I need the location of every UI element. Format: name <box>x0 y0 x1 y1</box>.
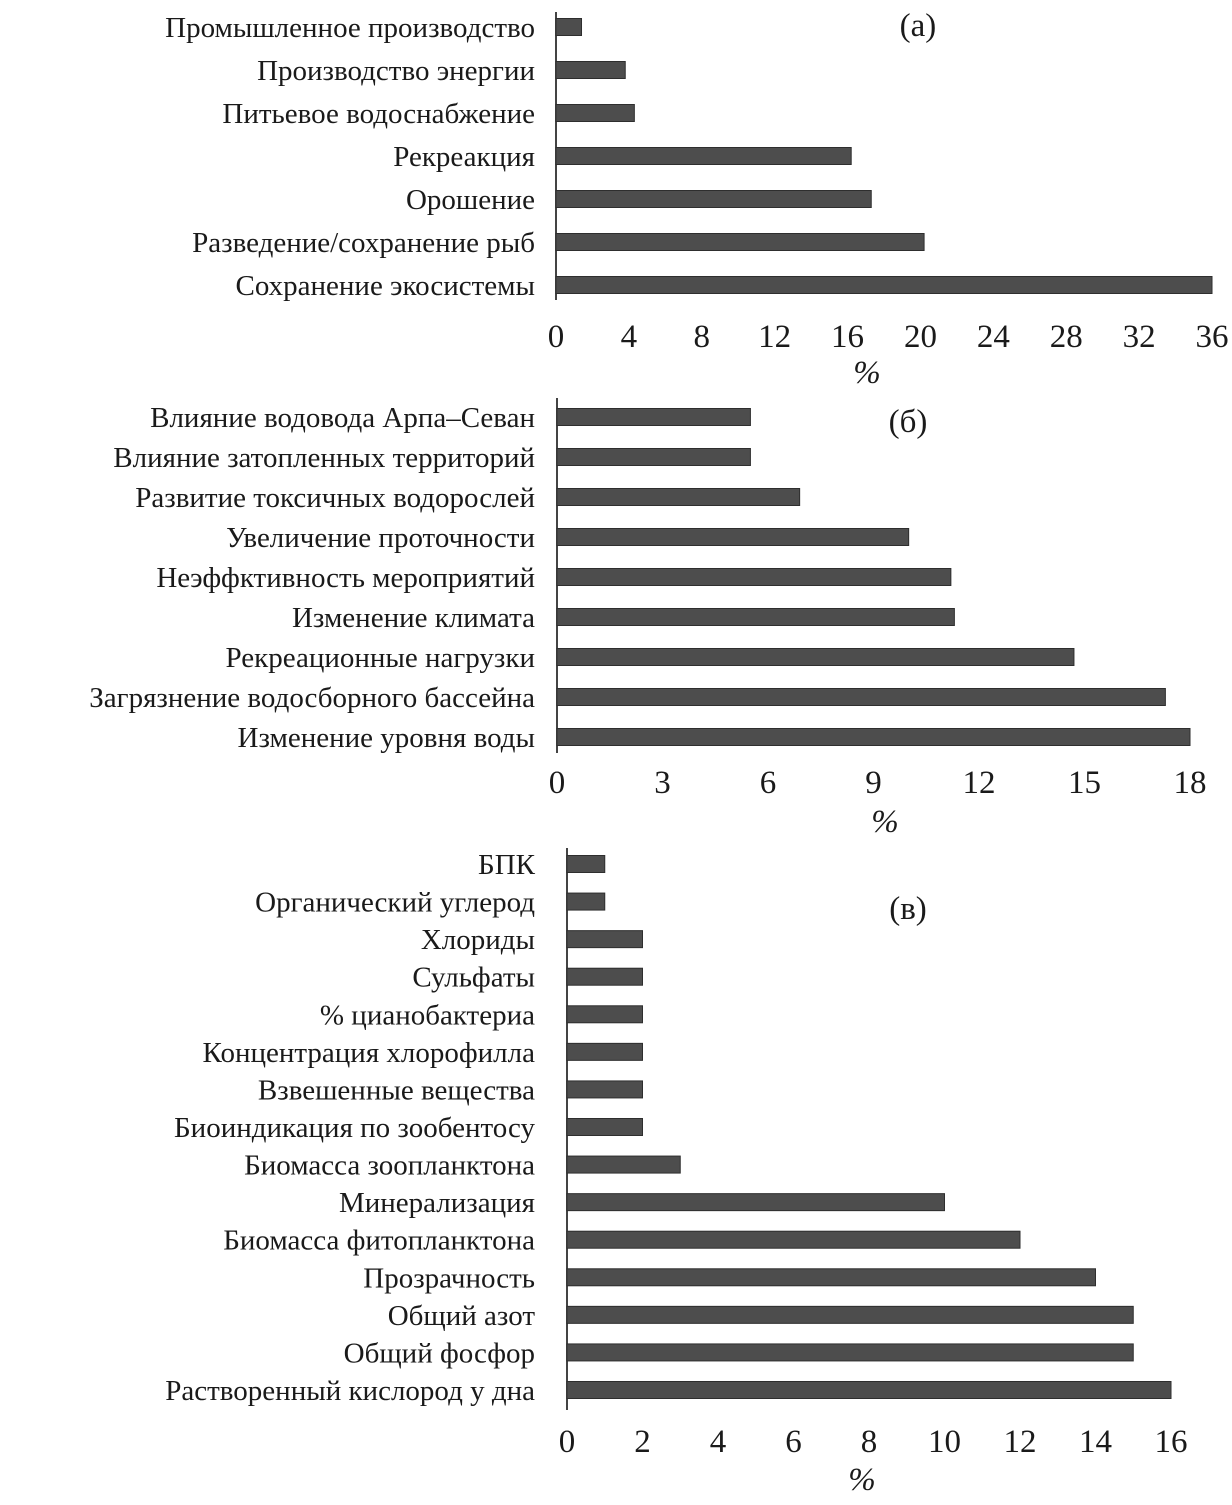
x-tick-label: 8 <box>860 1424 878 1460</box>
bar <box>567 893 605 910</box>
bar <box>567 1006 643 1023</box>
panel-tag: (в) <box>889 891 927 927</box>
bar <box>556 105 634 122</box>
x-tick-label: 20 <box>903 319 937 355</box>
x-axis-label: % <box>871 804 899 840</box>
bar <box>567 1344 1133 1361</box>
x-tick-label: 16 <box>831 319 865 355</box>
bar <box>567 931 643 948</box>
x-tick-label: 6 <box>759 765 777 801</box>
x-tick-label: 28 <box>1049 319 1083 355</box>
category-label: Производство энергии <box>257 55 535 87</box>
category-label: Изменение уровня воды <box>237 722 535 754</box>
bar <box>567 1156 680 1173</box>
x-tick-label: 4 <box>709 1424 727 1460</box>
bar <box>557 449 750 466</box>
x-tick-label: 8 <box>693 319 711 355</box>
bar <box>557 529 909 546</box>
category-label: Загрязнение водосборного бассейна <box>89 682 535 714</box>
bar <box>567 856 605 873</box>
bar <box>557 729 1190 746</box>
category-label: Разведение/сохранение рыб <box>192 227 535 259</box>
category-label: Минерализация <box>338 1187 535 1220</box>
panel-tag: (б) <box>888 404 928 440</box>
bar <box>557 569 951 586</box>
bar <box>567 1269 1096 1286</box>
bar <box>556 191 871 208</box>
bar <box>557 649 1074 666</box>
bar <box>567 1306 1133 1323</box>
category-label: Увеличение проточности <box>226 522 535 554</box>
x-tick-label: 0 <box>558 1424 576 1460</box>
category-label: Питьевое водоснабжение <box>222 98 535 130</box>
category-label: Влияние водовода Арпа–Севан <box>150 402 535 434</box>
category-label: Растворенный кислород у дна <box>165 1375 535 1407</box>
x-tick-label: 32 <box>1122 319 1156 355</box>
category-label: Биомасса фитопланктона <box>223 1224 535 1257</box>
bar <box>567 1194 945 1211</box>
category-label: Сохранение экосистемы <box>235 270 535 302</box>
category-label: БПК <box>478 849 535 881</box>
x-tick-label: 14 <box>1079 1424 1112 1460</box>
bar <box>567 1081 643 1098</box>
category-label: Биомасса зоопланктона <box>244 1149 535 1182</box>
x-tick-label: 12 <box>758 319 792 355</box>
category-label: Биоиндикация по зообентосу <box>174 1112 535 1144</box>
bar <box>557 609 954 626</box>
x-tick-label: 36 <box>1195 319 1229 355</box>
category-label: Рекреакция <box>393 141 535 173</box>
category-label: Органический углерод <box>255 886 535 919</box>
bar <box>556 148 851 165</box>
x-tick-label: 2 <box>634 1424 651 1460</box>
x-tick-label: 4 <box>620 319 638 355</box>
category-label: Развитие токсичных водорослей <box>135 482 535 514</box>
x-tick-label: 18 <box>1173 765 1207 801</box>
bar <box>567 1382 1171 1399</box>
category-label: Общий фосфор <box>343 1337 535 1370</box>
x-tick-label: 6 <box>785 1424 802 1460</box>
category-label: Взвешенные вещества <box>257 1074 535 1107</box>
panel-b <box>89 398 1206 840</box>
bar <box>556 62 625 79</box>
x-tick-label: 24 <box>976 319 1010 355</box>
panel-c <box>165 848 1187 1498</box>
panel-tag: (a) <box>899 8 937 44</box>
category-label: Изменение климата <box>291 602 535 634</box>
x-tick-label: 0 <box>548 765 566 801</box>
category-label: Общий азот <box>387 1299 535 1332</box>
x-tick-label: 12 <box>1003 1424 1037 1460</box>
category-label: Сульфаты <box>412 961 535 994</box>
category-label: % цианобактериа <box>319 999 535 1032</box>
category-label: Хлориды <box>420 924 535 957</box>
category-label: Влияние затопленных территорий <box>113 442 535 474</box>
x-tick-label: 16 <box>1154 1424 1188 1460</box>
x-axis-label: % <box>853 355 881 391</box>
bar <box>567 968 643 985</box>
bar <box>557 409 750 426</box>
x-tick-label: 15 <box>1068 765 1101 801</box>
category-label: Промышленное производство <box>165 12 535 44</box>
category-label: Концентрация хлорофилла <box>202 1036 535 1069</box>
bar <box>557 489 800 506</box>
panel-a <box>165 8 1228 391</box>
x-tick-label: 10 <box>928 1424 961 1460</box>
x-tick-label: 0 <box>547 319 565 355</box>
bar <box>567 1043 643 1060</box>
bar <box>556 19 582 36</box>
x-tick-label: 3 <box>654 765 671 801</box>
bar <box>557 689 1165 706</box>
x-tick-label: 9 <box>865 765 882 801</box>
category-label: Орошение <box>405 184 535 216</box>
category-label: Прозрачность <box>363 1262 535 1295</box>
category-label: Неэффктивность мероприятий <box>156 562 535 594</box>
bar <box>567 1231 1020 1248</box>
x-axis-label: % <box>848 1462 876 1498</box>
x-tick-label: 12 <box>962 765 996 801</box>
bar <box>556 234 924 251</box>
bar <box>556 277 1212 294</box>
bar <box>567 1119 643 1136</box>
category-label: Рекреационные нагрузки <box>225 642 535 674</box>
